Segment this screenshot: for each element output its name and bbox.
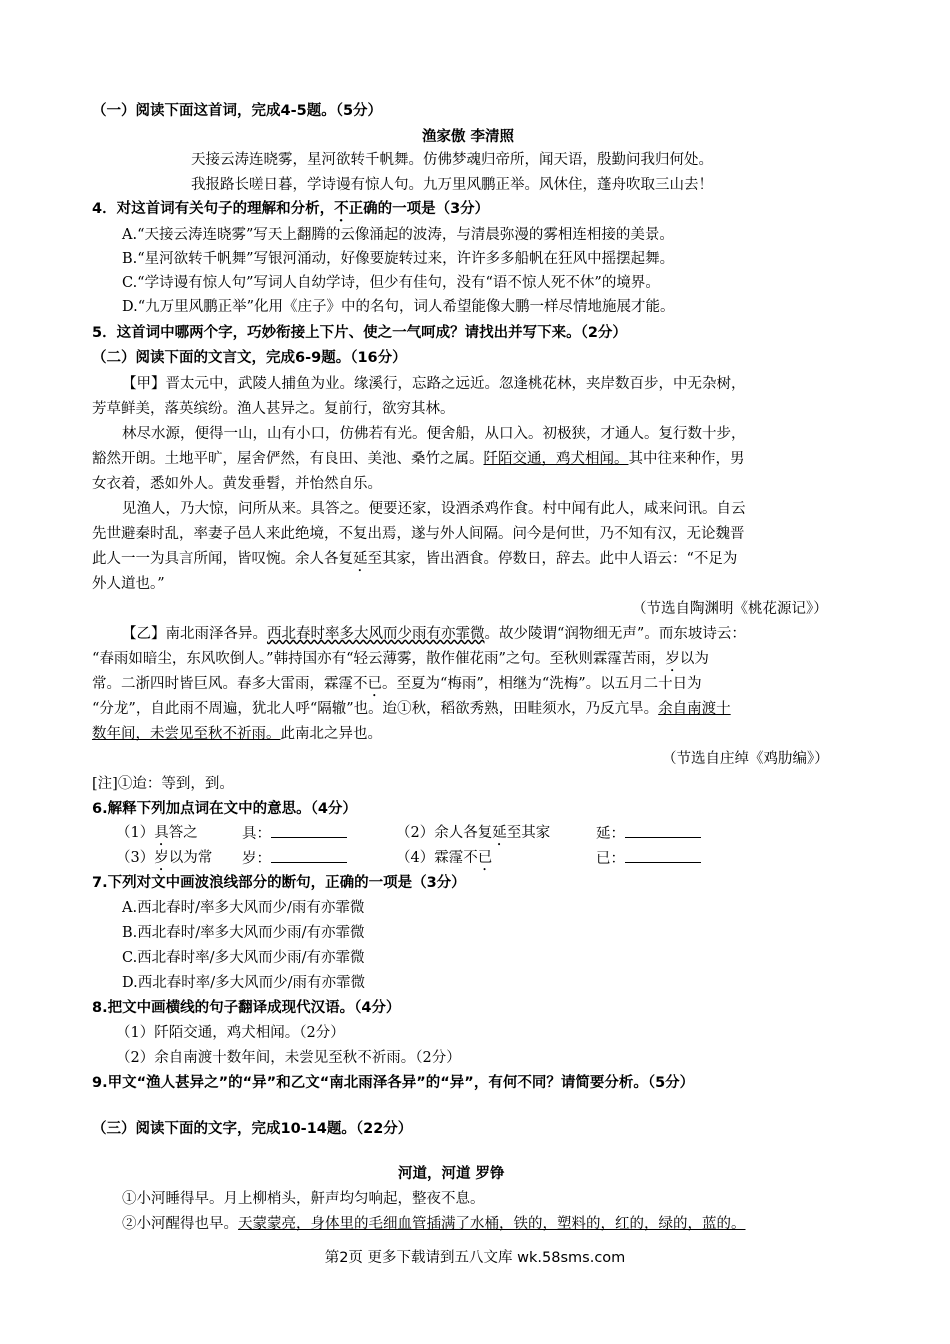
underlined-sentence: 数年间，未尝见至秋不祈雨。 <box>92 726 281 742</box>
question-9: 9.甲文“渔人甚异之”的“异”和乙文“南北雨泽各异”的“异”，有何不同？请简要分析。（5分） <box>92 1075 695 1091</box>
q8-item-1: （1）阡陌交通，鸡犬相闻。（2分） <box>116 1025 345 1041</box>
poem-line-1: 天接云涛连晓雾，星河欲转千帆舞。仿佛梦魂归帝所，闻天语，殷勤问我归何处。 <box>191 152 713 168</box>
footer-text: 更多下载请到五八文库 <box>362 1250 513 1266</box>
yi-text-line: “春雨如暗尘，东风吹倒人。”韩持国亦有“轻云薄雾，散作催花雨”之句。至秋则霖霪苦雨，岁以为 <box>92 651 709 667</box>
jia-text-line: 林尽水源，便得一山，山有小口，仿佛若有光。便舍船，从口入。初极狭，才通人。复行数十步， <box>122 426 746 442</box>
q4-option-d: D.“九万里风鹏正举”化用《庄子》中的名句，词人希望能像大鹏一样尽情地施展才能。 <box>122 299 675 315</box>
jia-text-line: 外人道也。” <box>92 576 165 592</box>
footer-link[interactable]: wk.58sms.com <box>512 1250 626 1266</box>
underlined-sentence: 天蒙蒙亮，身体里的毛细血管插满了水桶，铁的，塑料的，红的，绿的，蓝的。 <box>238 1216 746 1232</box>
q6-item-3-answer: 岁： <box>242 848 347 869</box>
yi-text-line: 数年间，未尝见至秋不祈雨。此南北之异也。 <box>92 726 382 742</box>
underlined-sentence: 余自南渡十 <box>658 701 731 717</box>
question-4-stem: 4．对这首词有关句子的理解和分析，不正确的一项是（3分） <box>92 201 490 217</box>
emphasis-mark: 延 <box>353 551 368 567</box>
jia-text-line: 【甲】晋太元中，武陵人捕鱼为业。缘溪行，忘路之远近。忽逢桃花林，夹岸数百步，中无杂树， <box>122 376 746 392</box>
answer-blank[interactable] <box>271 848 347 863</box>
q6-item-4-answer: 已： <box>596 848 701 869</box>
poem-line-2: 我报路长嗟日暮，学诗谩有惊人句。九万里风鹏正举。风休住，蓬舟吹取三山去！ <box>191 177 713 193</box>
underlined-sentence: 阡陌交通，鸡犬相闻。 <box>483 451 629 467</box>
q6-item-3: （3）岁以为常 <box>116 850 213 866</box>
article-title: 河道，河道 罗铮 <box>398 1166 505 1182</box>
jia-source: （节选自陶渊明《桃花源记》） <box>632 601 828 617</box>
poem-title: 渔家傲 李清照 <box>422 129 515 145</box>
q7-option-d: D.西北春时率/多大风而少/雨有亦霏微 <box>122 975 365 991</box>
q6-item-1-answer: 具： <box>242 823 347 844</box>
yi-text-line: “分龙”，自此雨不周遍，犹北人呼“隔辙”也。迨①秋，稻欲秀熟，田畦须水，乃反亢旱。余自南渡十 <box>92 701 731 717</box>
jia-text-line: 芳草鲜美，落英缤纷。渔人甚异之。复前行，欲穷其林。 <box>92 401 455 417</box>
question-7-stem: 7.下列对文中画波浪线部分的断句，正确的一项是（3分） <box>92 875 466 891</box>
q7-option-c: C.西北春时率/多大风而少雨/有亦霏微 <box>122 950 365 966</box>
emphasis-mark: 已 <box>367 676 382 692</box>
question-5: 5．这首词中哪两个字，巧妙衔接上下片、使之一气呵成？请找出并写下来。（2分） <box>92 325 627 341</box>
q7-option-a: A.西北春时/率多大风而少/雨有亦霏微 <box>122 900 365 916</box>
q6-item-2: （2）余人各复延至其家 <box>396 825 551 841</box>
jia-text-line: 见渔人，乃大惊，问所从来。具答之。便要还家，设酒杀鸡作食。村中闻有此人，咸来问讯。自云 <box>122 501 746 517</box>
section3-heading: （三）阅读下面的文字，完成10-14题。（22分） <box>92 1121 413 1137</box>
q6-item-2-answer: 延： <box>596 823 701 844</box>
q6-item-4: （4）霖霪不已 <box>396 850 493 866</box>
emphasis-mark: 具 <box>154 825 169 841</box>
article-paragraph-1: ①小河睡得早。月上柳梢头，鼾声均匀响起，整夜不息。 <box>122 1191 485 1207</box>
page-footer <box>0 1246 950 1267</box>
annotation-note: [注]①迨：等到，到。 <box>92 776 234 792</box>
section1-heading: （一）阅读下面这首词，完成4-5题。（5分） <box>92 103 383 119</box>
q8-item-2: （2）余自南渡十数年间，未尝见至秋不祈雨。（2分） <box>116 1050 461 1066</box>
emphasis-mark: 延 <box>492 825 507 841</box>
section2-heading: （二）阅读下面的文言文，完成6-9题。（16分） <box>92 350 407 366</box>
emphasis-mark: 不 <box>334 201 349 217</box>
jia-text-line: 女衣着，悉如外人。黄发垂髫，并怡然自乐。 <box>92 476 382 492</box>
q7-option-b: B.西北春时/率多大风而少雨/有亦霏微 <box>122 925 365 941</box>
question-8-stem: 8.把文中画横线的句子翻译成现代汉语。（4分） <box>92 1000 401 1016</box>
answer-blank[interactable] <box>625 848 701 863</box>
q6-item-1: （1）具答之 <box>116 825 198 841</box>
answer-blank[interactable] <box>625 823 701 838</box>
yi-text-line: 【乙】南北雨泽各异。西北春时率多大风而少雨有亦霏微。故少陵谓“润物细无声”。而东坡诗云： <box>122 626 746 642</box>
wavy-underlined-text: 西北春时率多大风而少雨有亦霏微 <box>267 626 485 642</box>
answer-blank[interactable] <box>271 823 347 838</box>
emphasis-mark: 岁 <box>154 850 169 866</box>
jia-text-line: 此人一一为具言所闻，皆叹惋。余人各复延至其家，皆出酒食。停数日，辞去。此中人语云：“不足为 <box>92 551 738 567</box>
question-6-stem: 6.解释下列加点词在文中的意思。（4分） <box>92 801 357 817</box>
emphasis-mark: 岁 <box>665 651 680 667</box>
page-number: 第2页 <box>324 1250 363 1266</box>
jia-text-line: 先世避秦时乱，率妻子邑人来此绝境，不复出焉，遂与外人间隔。问今是何世，乃不知有汉，无论魏晋 <box>92 526 745 542</box>
yi-text-line: 常。二浙四时皆巨风。春多大雷雨，霖霪不已。至夏为“梅雨”，相继为“洗梅”。以五月二十日为 <box>92 676 702 692</box>
article-paragraph-2: ②小河醒得也早。天蒙蒙亮，身体里的毛细血管插满了水桶，铁的，塑料的，红的，绿的，蓝的。 <box>122 1216 746 1232</box>
q4-option-c: C.“学诗谩有惊人句”写词人自幼学诗，但少有佳句，没有“语不惊人死不休”的境界。 <box>122 275 660 291</box>
emphasis-mark: 已 <box>477 850 493 866</box>
jia-text-line: 豁然开朗。土地平旷，屋舍俨然，有良田、美池、桑竹之属。阡陌交通，鸡犬相闻。其中往来种作，男 <box>92 451 745 467</box>
q4-option-a: A.“天接云涛连晓雾”写天上翻腾的云像涌起的波涛，与清晨弥漫的雾相连相接的美景。 <box>122 227 674 243</box>
q4-option-b: B.“星河欲转千帆舞”写银河涌动，好像要旋转过来，许许多多船帆在狂风中摇摆起舞。 <box>122 251 675 267</box>
yi-source: （节选自庄绰《鸡肋编》） <box>662 751 829 767</box>
